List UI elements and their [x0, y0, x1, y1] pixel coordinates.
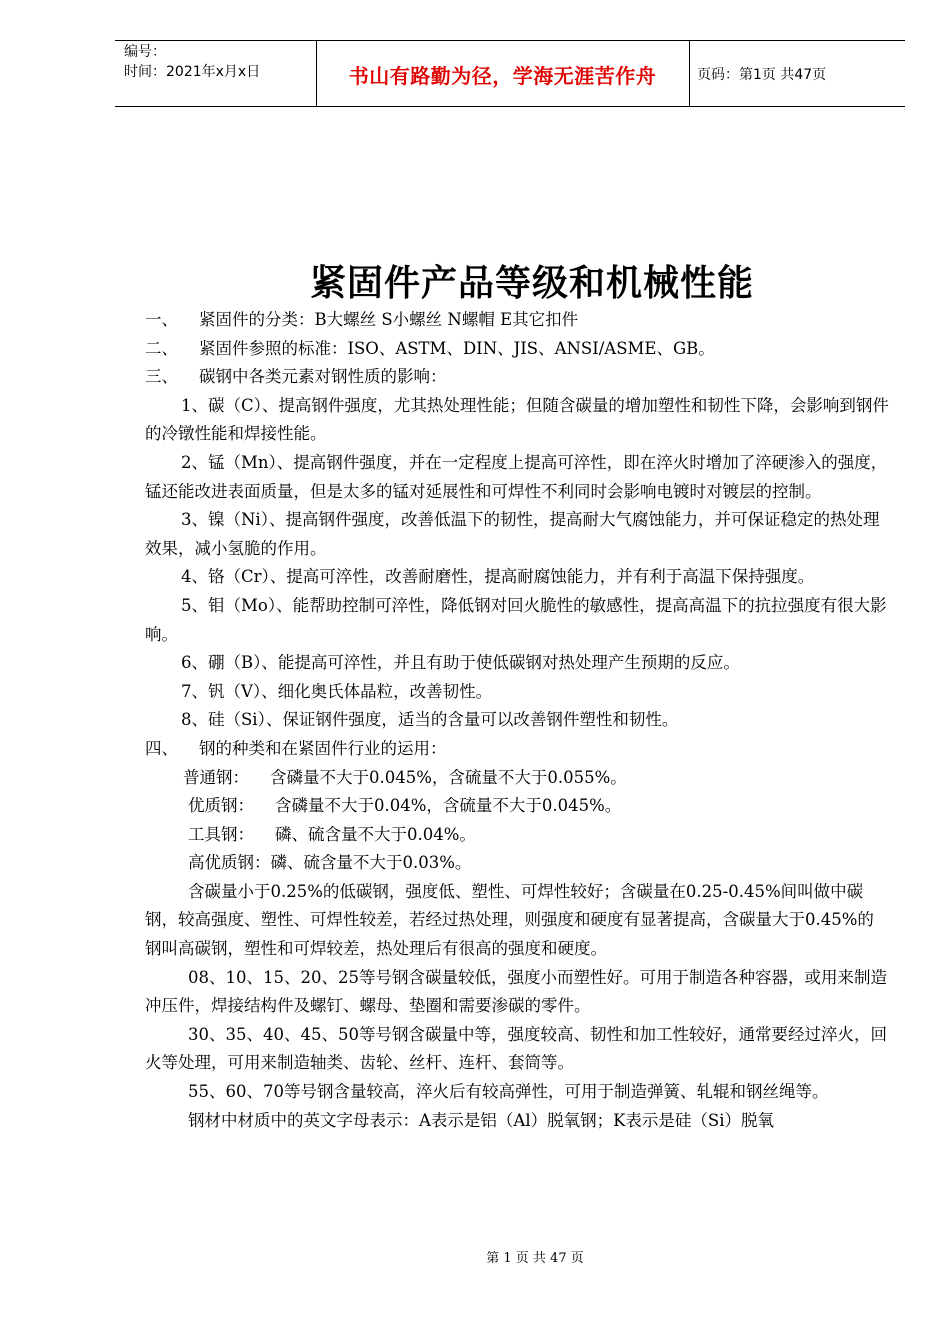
header-bottom-rule [115, 106, 905, 107]
element-silicon: 8、硅（Si）、保证钢件强度，适当的含量可以改善钢件塑性和韧性。 [181, 710, 679, 730]
steel-quality: 优质钢： 含磷量不大于0.04%，含硫量不大于0.045%。 [188, 796, 622, 816]
element-chromium: 4、铬（Cr）、提高可淬性，改善耐磨性，提高耐腐蚀能力，并有利于高温下保持强度。 [181, 567, 815, 587]
material-letters-paragraph: 钢材中材质中的英文字母表示：A表示是铝（Al）脱氧钢；K表示是硅（Si）脱氧 [188, 1110, 775, 1130]
element-molybdenum: 5、钼（Mo）、能帮助控制可淬性，降低钢对回火脆性的敏感性，提高高温下的抗拉强度有很大影响。 [145, 595, 887, 644]
element-carbon: 1、碳（C）、提高钢件强度，尤其热处理性能；但随含碳量的增加塑性和韧性下降，会影响到钢件的冷镦性能和焊接性能。 [145, 395, 889, 444]
number-label: 编号： [124, 44, 166, 60]
section-2: 二、 紧固件参照的标准：ISO、ASTM、DIN、JIS、ANSI/ASME、GB。 [145, 338, 715, 358]
element-vanadium: 7、钒（V）、细化奥氏体晶粒，改善韧性。 [181, 681, 493, 701]
element-boron: 6、硼（B）、能提高可淬性，并且有助于使低碳钢对热处理产生预期的反应。 [181, 653, 740, 673]
header-motto: 书山有路勤为径，学海无涯苦作舟 [348, 64, 657, 88]
element-manganese: 2、锰（Mn）、提高钢件强度，并在一定程度上提高可淬性，即在淬火时增加了淬硬渗入的强度，锰还能改进表面质量，但是太多的锰对延展性和可焊性不利同时会影响电镀时对镀层的控制。 [145, 452, 888, 501]
low-carbon-grades-paragraph: 08、10、15、20、25等号钢含碳量较低，强度小而塑性好。可用于制造各种容器，或用来制造冲压件，焊接结构件及螺钉、螺母、垫圈和需要渗碳的零件。 [145, 967, 887, 1016]
steel-ordinary: 普通钢： 含磷量不大于0.045%，含硫量不大于0.055%。 [183, 767, 627, 787]
steel-tool: 工具钢： 磷、硫含量不大于0.04%。 [188, 824, 476, 844]
medium-carbon-grades-paragraph: 30、35、40、45、50等号钢含碳量中等，强度较高、韧性和加工性较好，通常要经过淬火，回火等处理，可用来制造轴类、齿轮、丝杆、连杆、套筒等。 [145, 1024, 887, 1073]
high-carbon-grades-paragraph: 55、60、70等号钢含量较高，淬火后有较高弹性，可用于制造弹簧、轧辊和钢丝绳等。 [188, 1082, 829, 1102]
document-title: 紧固件产品等级和机械性能 [310, 263, 755, 304]
time-label: 时间：2021年x月x日 [124, 64, 261, 80]
section-1: 一、 紧固件的分类：B大螺丝 S小螺丝 N螺帽 E其它扣件 [145, 310, 579, 329]
carbon-content-paragraph: 含碳量小于0.25%的低碳钢，强度低、塑性、可焊性较好；含碳量在0.25-0.45%间叫做中碳钢，较高强度、塑性、可焊性较差，若经过热处理，则强度和硬度有显著提高，含碳量大于0.45%的钢叫高碳钢，塑性和可焊较差，热处理后有很高的强度和硬度。 [145, 881, 874, 959]
header-left-cell [124, 42, 260, 82]
steel-high-quality: 高优质钢：磷、硫含量不大于0.03%。 [188, 853, 472, 873]
element-nickel: 3、镍（Ni）、提高钢件强度，改善低温下的韧性，提高耐大气腐蚀能力，并可保证稳定的热处理效果，减小氢脆的作用。 [145, 510, 880, 558]
section-3: 三、 碳钢中各类元素对钢性质的影响： [145, 367, 447, 387]
header-divider-right [689, 40, 690, 107]
document-body [145, 306, 890, 1135]
section-4: 四、 钢的种类和在紧固件行业的运用： [145, 738, 447, 758]
header-page-info: 页码：第1页 共47页 [697, 67, 827, 83]
page-footer: 第 1 页 共 47 页 [486, 1251, 584, 1266]
header-top-rule [115, 40, 905, 41]
